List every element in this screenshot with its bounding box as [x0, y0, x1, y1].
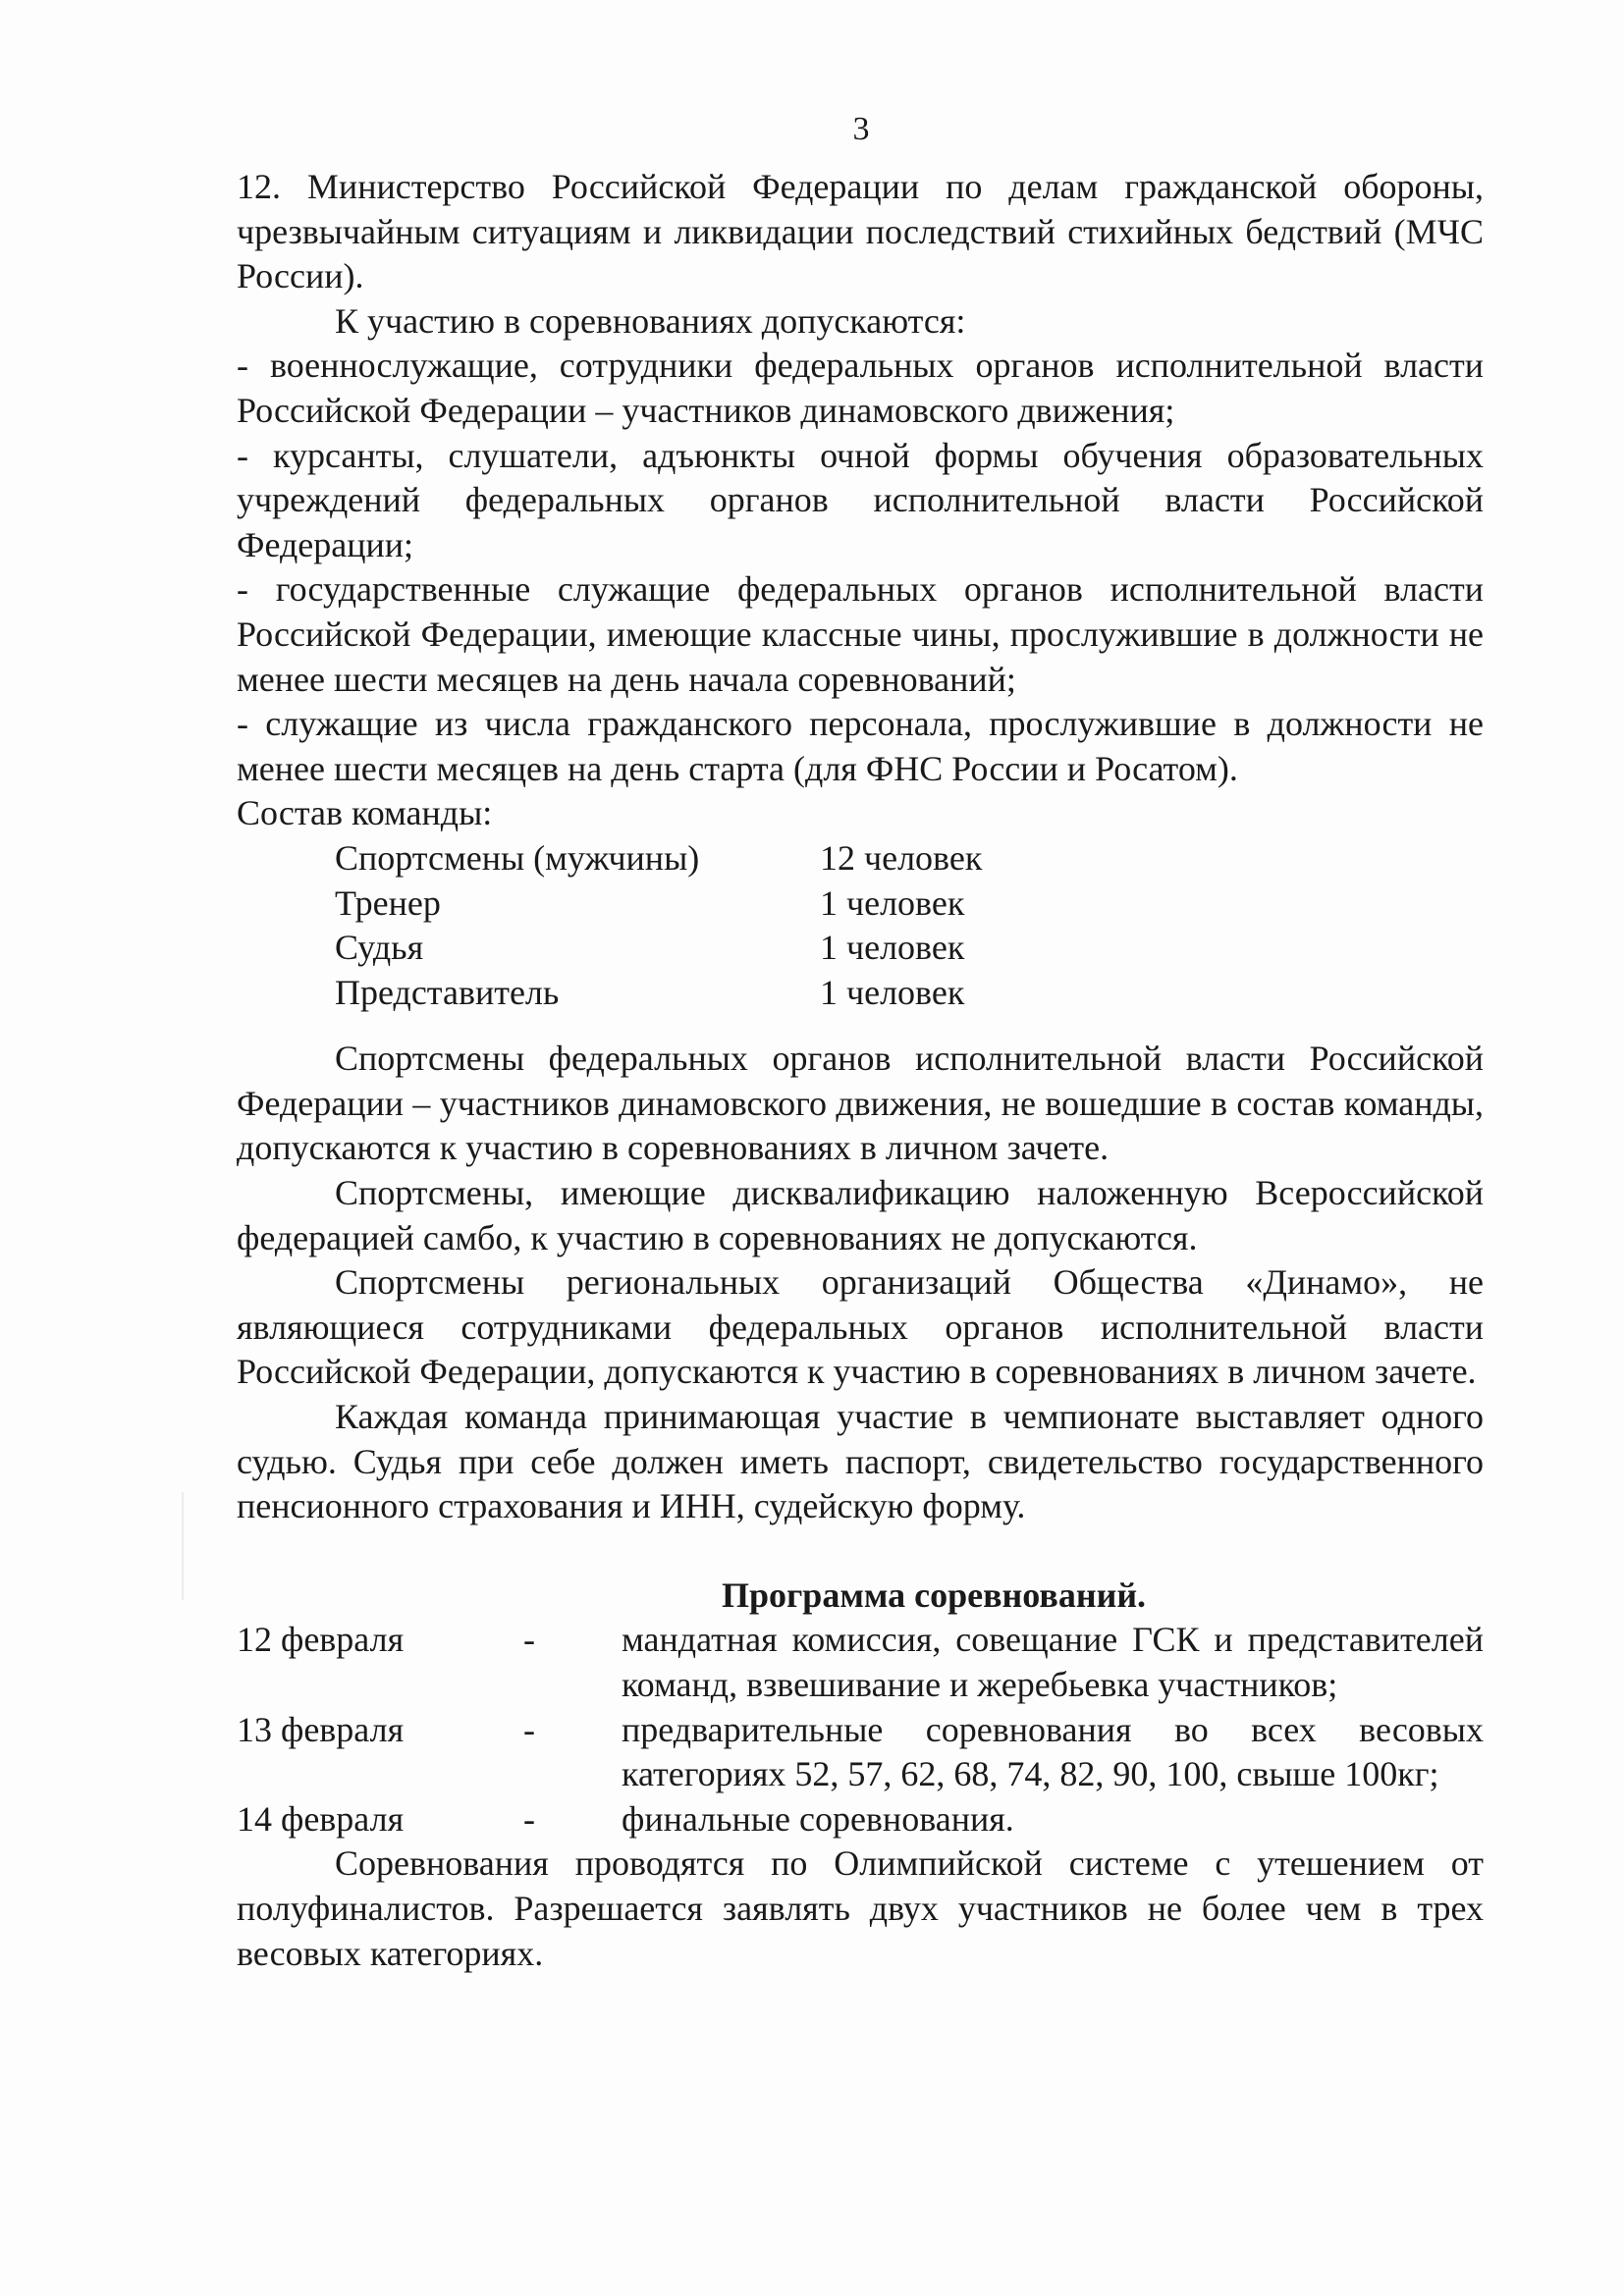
admission-item-civil-servants: - государственные служащие федеральных органов исполнительной власти Российской Федерации, имеющие классные чины, прослужившие в должности не менее шести месяцев на день начала соревнований;	[237, 569, 1484, 699]
program-date: 12 февраля	[237, 1620, 405, 1660]
program-row	[237, 1618, 1484, 1707]
paragraph-individual-standing: Спортсмены федеральных органов исполнительной власти Российской Федерации – участников динамовского движения, не вошедшие в состав команды, допускаются к участию в соревнованиях в личном зачете.	[237, 1039, 1484, 1168]
document-body	[237, 165, 1484, 1976]
paragraph-mchs: 12. Министерство Российской Федерации по делам гражданской обороны, чрезвычайным ситуациям и ликвидации последствий стихийных бедствий (МЧС России).	[237, 167, 1484, 296]
program-date: 13 февраля	[237, 1709, 405, 1749]
admission-item-civilian-staff: - служащие из числа гражданского персонала, прослужившие в должности не менее шести месяцев на день старта (для ФНС России и Росатом).	[237, 704, 1484, 788]
team-count: 1 человек	[820, 928, 965, 968]
program-text: предварительные соревнования во всех весовых категориях 52, 57, 62, 68, 74, 82, 90, 100, свыше 100кг;	[622, 1709, 1484, 1794]
admission-item-servicemen: - военнослужащие, сотрудники федеральных органов исполнительной власти Российской Федерации – участников динамовского движения;	[237, 346, 1484, 430]
table-row	[335, 971, 982, 1016]
paragraph-olympic-system: Соревнования проводятся по Олимпийской системе с утешением от полуфиналистов. Разрешается заявлять двух участников не более чем в трех весовых категориях.	[237, 1843, 1484, 1973]
program-heading: Программа соревнований.	[721, 1575, 1147, 1615]
team-role: Судья	[335, 928, 424, 968]
program-dash: -	[523, 1798, 535, 1839]
paragraph-dynamo-regional: Спортсмены региональных организаций Общества «Динамо», не являющиеся сотрудниками федеральных органов исполнительной власти Российской Федерации, допускаются к участию в соревнованиях в личном зачете.	[237, 1262, 1484, 1392]
scan-artifact	[182, 1492, 184, 1600]
program-row	[237, 1797, 1484, 1842]
program-text: финальные соревнования.	[622, 1798, 1014, 1839]
table-row	[335, 881, 982, 927]
team-role: Представитель	[335, 972, 560, 1012]
table-row	[335, 836, 982, 881]
team-composition-table	[335, 836, 982, 1015]
paragraph-disqualification: Спортсмены, имеющие дисквалификацию наложенную Всероссийской федерацией самбо, к участию в соревнованиях не допускаются.	[237, 1173, 1484, 1257]
program-date: 14 февраля	[237, 1798, 405, 1839]
team-count: 12 человек	[820, 837, 983, 878]
team-count: 1 человек	[820, 882, 965, 923]
program-row	[237, 1708, 1484, 1797]
program-dash: -	[523, 1709, 535, 1749]
admission-item-cadets: - курсанты, слушатели, адъюнкты очной формы обучения образовательных учреждений федеральных органов исполнительной власти Российской Федерации;	[237, 435, 1484, 564]
program-text: мандатная комиссия, совещание ГСК и представителей команд, взвешивание и жеребьевка участников;	[622, 1620, 1484, 1704]
team-role: Тренер	[335, 882, 441, 923]
team-role: Спортсмены (мужчины)	[335, 837, 700, 878]
team-count: 1 человек	[820, 972, 965, 1012]
team-composition-label: Состав команды:	[237, 793, 493, 833]
program-dash: -	[523, 1620, 535, 1660]
paragraph-admission-intro: К участию в соревнованиях допускаются:	[335, 300, 966, 341]
table-row	[335, 926, 982, 971]
paragraph-referee: Каждая команда принимающая участие в чемпионате выставляет одного судью. Судья при себе должен иметь паспорт, свидетельство государственного пенсионного страхования и ИНН, судейскую форму.	[237, 1397, 1484, 1526]
page-number: 3	[852, 111, 870, 147]
